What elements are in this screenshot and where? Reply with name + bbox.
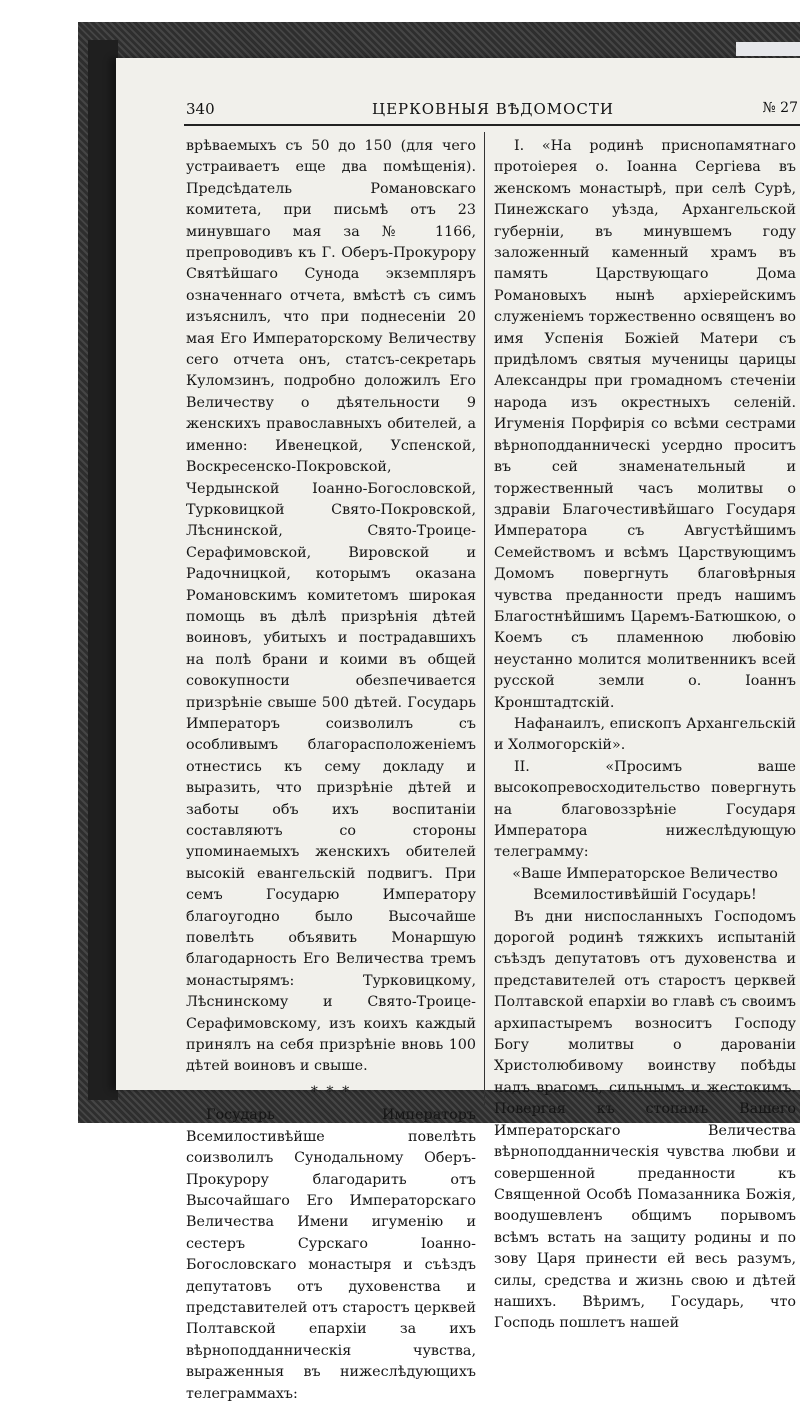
left-paragraph-2: Государь Императоръ Всемилостивѣйше повелѣть соизволилъ Сунодальному Оберъ-Прокурору благодарить отъ Высочайшаго Его Императорскаго Величества Имени игуменію и сестеръ Сурскаго Іоанно-Богословскаго монастыря и съѣздъ депутатовъ отъ духовенства и представителей отъ старостъ церквей Полтавской епархіи за ихъ вѣрноподданническія чувства, выраженныя въ нижеслѣдующихъ телеграммахъ: <box>186 1107 476 1402</box>
left-paragraph-1: врѣваемыхъ съ 50 до 150 (для чего устраиваетъ еще два помѣщенія). Предсѣдатель Романовскаго комитета, при письмѣ отъ 23 минувшаго мая за № 1166, препроводивъ къ Г. Оберъ-Прокурору Святѣйшаго Сунода экземпляръ означеннаго отчета, вмѣстѣ съ симъ изъяснилъ, что при поднесеніи 20 мая Его Императорскому Величеству сего отчета онъ, статсъ-секретарь Куломзинъ, подробно доложилъ Его Величеству о дѣятельности 9 женскихъ православныхъ обителей, а именно: Ивенецкой, Успенской, Воскресенско-Покровской, Чердынской Іоанно-Богословской, Турковицкой Свято-Покровской, Лѣснинской, Свято-Троице-Серафимовской, Вировской и Радочницкой, которымъ оказана Романовскимъ комитетомъ широкая помощь въ дѣлѣ призрѣнія дѣтей воиновъ, убитыхъ и пострадавшихъ на полѣ брани и коими въ общей совокупности обезпечивается призрѣніе свыше 500 дѣтей. Государь Императоръ соизволилъ съ особливымъ благорасположеніемъ отнестись къ сему докладу и выразить, что призрѣніе дѣтей и заботы объ ихъ воспитаніи составляютъ со стороны упоминаемыхъ женскихъ обителей высокій евангельскій подвигъ. При семъ Государю Императору благоугодно было Высочайше повелѣть объявить Монаршую благодарность Его Величества тремъ монастырямъ: Турковицкому, Лѣснинскому и Свято-Троице-Серафимовскому, изъ коихъ каждый принялъ на себя призрѣніе вновь 100 дѣтей воиновъ и свыше. <box>186 138 476 1075</box>
salutation-line-2: Всемилостивѣйшій Государь! <box>533 887 757 904</box>
right-paragraph-3: Въ дни ниспосланныхъ Господомъ дорогой родинѣ тяжкихъ испытаній съѣздъ депутатовъ отъ духовенства и представителей отъ старостъ церквей Полтавской епархіи во главѣ съ своимъ архипастыремъ возноситъ Господу Богу молитвы о дарованіи Христолюбивому воинству побѣды надъ врагомъ, сильнымъ и жестокимъ. Повергая къ стопамъ Вашего Императорскаго Величества вѣрноподданническія чувства любви и совершенной преданности къ Священной Особѣ Помазанника Божія, воодушевленъ общимъ порывомъ всѣмъ встать на защиту родины и по зову Царя принести ей весь разумъ, силы, средства и жизнь свою и дѣтей нашихъ. Вѣримъ, Государь, что Господь пошлетъ нашей <box>494 908 796 1332</box>
left-column <box>186 136 476 1405</box>
section-separator: * * * <box>310 1083 352 1100</box>
document-page <box>116 58 800 1402</box>
header-rule <box>184 124 800 126</box>
page-header <box>186 100 800 124</box>
signature-line: Нафанаилъ, епископъ Архангельскій и Холмогорскій». <box>494 715 796 754</box>
right-paragraph-2: II. «Просимъ ваше высокопревосходительство повергнуть на благовоззрѣніе Государя Императора нижеслѣдующую телеграмму: <box>494 758 796 861</box>
right-paragraph-1: I. «На родинѣ приснопамятнаго протоіерея о. Іоанна Сергіева въ женскомъ монастырѣ, при селѣ Сурѣ, Пинежскаго уѣзда, Архангельской губерніи, въ минувшемъ году заложенный каменный храмъ въ память Царствующаго Дома Романовыхъ нынѣ архіерейскимъ служеніемъ торжественно освященъ во имя Успенія Божіей Матери съ придѣломъ святыя мученицы царицы Александры при громадномъ стеченіи народа изъ окрестныхъ селеній. Игуменія Порфирія со всѣми сестрами вѣрноподданническі усердно проситъ въ сей знаменательный и торжественный часъ молитвы о здравіи Благочестивѣйшаго Государя Императора съ Августѣйшимъ Семействомъ и всѣмъ Царствующимъ Домомъ повергнуть благовѣрныя чувства преданности предъ нашимъ Благостнѣйшимъ Царемъ-Батюшкою, о Коемъ съ пламенною любовію неустанно молится молитвенникъ всей русской земли о. Іоаннъ Кронштадтскій. <box>494 138 796 711</box>
journal-title: ЦЕРКОВНЫЯ ВѢДОМОСТИ <box>372 100 614 118</box>
right-column <box>494 136 796 1335</box>
page-number: 340 <box>186 100 215 118</box>
book-spine <box>88 40 118 1100</box>
salutation-line-1: «Ваше Императорское Величество <box>512 865 778 882</box>
page-edge <box>736 42 800 56</box>
issue-number: № 27 <box>762 100 798 116</box>
column-divider <box>484 132 485 1107</box>
